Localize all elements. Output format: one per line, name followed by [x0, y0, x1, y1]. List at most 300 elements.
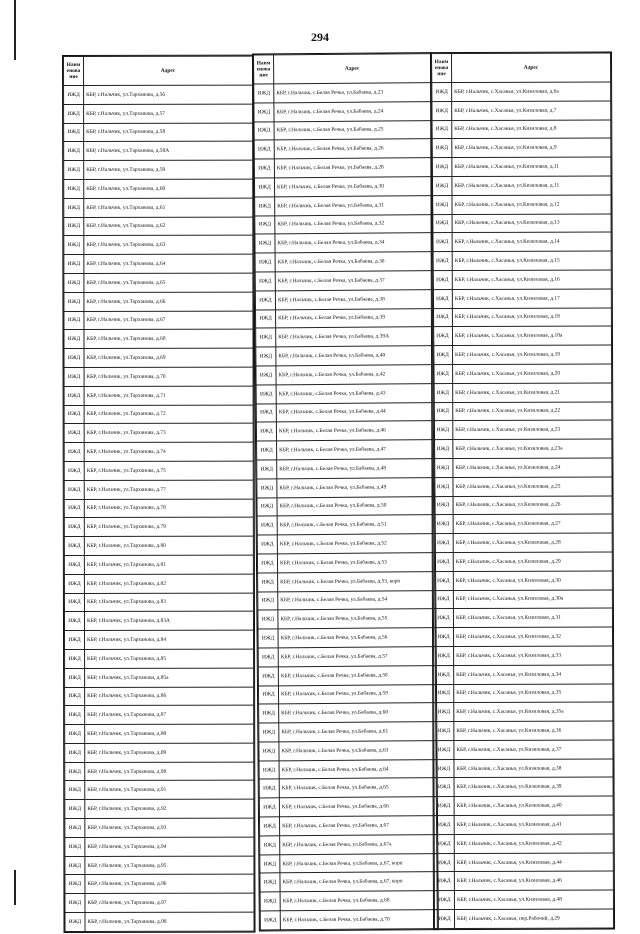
row-type: ИЖД	[433, 571, 453, 590]
row-type: ИЖД	[432, 101, 452, 120]
row-address: КБР, г.Нальчик, с.Хасанья, ул.Кизиловая, д.29	[453, 552, 612, 571]
row-address: КБР, г.Нальчик, с.Хасанья, ул.Кизиловая, д.33	[454, 646, 613, 665]
row-type: ИЖД	[256, 385, 276, 404]
row-type: ИЖД	[433, 477, 453, 496]
row-type: ИЖД	[255, 234, 275, 253]
row-type: ИЖД	[64, 161, 84, 180]
table-header	[254, 54, 431, 84]
row-type: ИЖД	[258, 591, 278, 610]
row-type: ИЖД	[433, 440, 453, 459]
row-address: КБР, г.Нальчик, с.Хасанья, ул.Кизиловая, д.28	[453, 533, 612, 552]
table-row	[432, 82, 611, 101]
row-type: ИЖД	[259, 704, 279, 723]
row-type: ИЖД	[433, 383, 453, 402]
row-type: ИЖД	[64, 593, 84, 612]
row-address: КБР, г.Нальчик, с.Хасанья, ул.Кизиловая, д.30	[453, 571, 612, 590]
table-row	[64, 236, 253, 255]
row-address: КБР, г.Нальчик, с.Белая Речка, ул.Бабаева, д.56	[278, 628, 435, 648]
row-address: КБР, г.Нальчик, ул.Тарханова, д.68	[84, 330, 253, 349]
row-address: КБР, г.Нальчик, с.Белая Речка, ул.Бабаева, д.54	[278, 590, 435, 610]
table-row	[434, 759, 613, 778]
table-row	[433, 458, 612, 477]
row-address: КБР, г.Нальчик, с.Хасанья, ул.Кизиловая, д.22	[453, 402, 612, 421]
table-row	[65, 875, 254, 894]
table-row	[258, 684, 435, 704]
table-row	[64, 217, 253, 236]
row-type: ИЖД	[257, 535, 277, 554]
row-type: ИЖД	[64, 461, 84, 480]
table-row	[64, 142, 253, 161]
scan-edge-mark	[14, 0, 16, 60]
row-address: КБР, г.Нальчик, с.Хасанья, ул.Кизиловая, д.6а	[452, 82, 611, 101]
row-type: ИЖД	[64, 405, 84, 424]
row-address: КБР, г.Нальчик, с.Белая Речка, ул.Бабаева, д.39	[276, 308, 433, 328]
row-address: КБР, г.Нальчик, с.Хасанья, ул.Кизиловая, д.27	[453, 514, 612, 533]
row-address: КБР, г.Нальчик, ул.Тарханова, д.65	[84, 273, 253, 292]
table-row	[65, 893, 254, 912]
table-body-1	[64, 85, 254, 931]
table-row	[64, 104, 253, 123]
row-type: ИЖД	[432, 83, 452, 102]
table-row	[65, 837, 254, 856]
row-address: КБР, г.Нальчик, с.Белая Речка, ул.Бабаева, д.48	[277, 459, 434, 479]
table-row	[257, 459, 434, 479]
table-row	[254, 120, 431, 140]
row-type: ИЖД	[254, 121, 274, 140]
table-row	[64, 424, 253, 443]
row-address: КБР, г.Нальчик, с.Белая Речка, ул.Бабаева, д.42	[276, 365, 433, 385]
table-row	[65, 912, 254, 931]
table-row	[65, 687, 254, 706]
row-address: КБР, г.Нальчик, ул.Тарханова, д.57	[84, 104, 253, 123]
row-address: КБР, г.Нальчик, ул.Тарханова, д.58	[84, 123, 253, 142]
row-address: КБР, г.Нальчик, ул.Тарханова, д.56	[84, 85, 253, 104]
row-type: ИЖД	[64, 612, 84, 631]
row-address: КБР, г.Нальчик, с.Белая Речка, ул.Бабаева, д.40	[276, 346, 433, 366]
table-row	[259, 759, 436, 779]
table-row	[434, 796, 613, 815]
row-address: КБР, г.Нальчик, с.Хасанья, ул.Кизиловая, д.14	[452, 232, 611, 251]
row-type: ИЖД	[257, 460, 277, 479]
table-row	[259, 722, 436, 742]
row-address: КБР, г.Нальчик, с.Белая Речка, ул.Бабаева, д.55	[278, 609, 435, 629]
row-type: ИЖД	[64, 349, 84, 368]
row-address: КБР, г.Нальчик, с.Белая Речка, ул.Бабаева, д.28	[274, 158, 431, 178]
row-address: КБР, г.Нальчик, с.Хасанья, ул.Кизиловая, д.15	[452, 251, 611, 270]
table-row	[434, 890, 613, 909]
row-type: ИЖД	[260, 911, 280, 930]
table-row	[258, 571, 435, 591]
table-row	[433, 496, 612, 515]
row-type: ИЖД	[259, 723, 279, 742]
row-address: КБР, г.Нальчик, с.Хасанья, ул.Кизиловая, д.32	[453, 627, 612, 646]
row-type: ИЖД	[64, 499, 84, 518]
row-address: КБР, г.Нальчик, ул.Тарханова, д.74	[84, 442, 253, 461]
row-address: КБР, г.Нальчик, с.Хасанья, ул.Кизиловая, д.13	[452, 214, 611, 233]
row-type: ИЖД	[434, 910, 454, 929]
table-row	[64, 611, 253, 630]
row-type: ИЖД	[433, 496, 453, 515]
row-address: КБР, г.Нальчик, ул.Тарханова, д.69	[84, 348, 253, 367]
row-address: КБР, г.Нальчик, с.Белая Речка, ул.Бабаева, д.67, корп	[280, 872, 437, 892]
row-address: КБР, г.Нальчик, с.Белая Речка, ул.Бабаева, д.39А	[276, 327, 433, 347]
row-address: КБР, г.Нальчик, с.Хасанья, ул.Кизиловая, д.48	[454, 890, 613, 909]
row-type: ИЖД	[434, 834, 454, 853]
row-address: КБР, г.Нальчик, ул.Тарханова, д.62	[84, 217, 253, 236]
table-row	[432, 101, 611, 120]
table-row	[434, 702, 613, 721]
row-address: КБР, г.Нальчик, с.Хасанья, ул.Кизиловая, д.12	[452, 195, 611, 214]
row-type: ИЖД	[65, 913, 85, 932]
row-address: КБР, г.Нальчик, с.Хасанья, ул.Кизиловая, д.9	[452, 138, 611, 157]
table-row	[64, 480, 253, 499]
table-row	[256, 327, 433, 347]
row-type: ИЖД	[254, 159, 274, 178]
table-row	[64, 405, 253, 424]
row-type: ИЖД	[433, 628, 453, 647]
row-address: КБР, г.Нальчик, ул.Тарханова, д.94	[85, 837, 254, 856]
row-address: КБР, г.Нальчик, с.Хасанья, ул.Кизиловая, д.23а	[453, 439, 612, 458]
table-row	[64, 330, 253, 349]
row-type: ИЖД	[65, 762, 85, 781]
row-type: ИЖД	[254, 103, 274, 122]
table-row	[254, 139, 431, 159]
table-row	[255, 233, 432, 253]
table-row	[432, 157, 611, 176]
table-row	[432, 308, 611, 327]
row-address: КБР, г.Нальчик, ул.Тарханова, д.87	[85, 705, 254, 724]
row-type: ИЖД	[65, 649, 85, 668]
row-address: КБР, г.Нальчик, ул.Тарханова, д.86	[85, 687, 254, 706]
row-type: ИЖД	[258, 573, 278, 592]
table-row	[257, 553, 434, 573]
row-type: ИЖД	[255, 215, 275, 234]
row-type: ИЖД	[65, 743, 85, 762]
table-row	[257, 496, 434, 516]
row-type: ИЖД	[433, 346, 453, 365]
row-type: ИЖД	[256, 422, 276, 441]
table-row	[256, 402, 433, 422]
row-address: КБР, г.Нальчик, с.Хасанья, ул.Кизиловая, д.26	[453, 496, 612, 515]
table-row	[65, 818, 254, 837]
table-row	[258, 609, 435, 629]
table-row	[64, 593, 253, 612]
table-header	[64, 56, 253, 85]
row-type: ИЖД	[258, 648, 278, 667]
table-row	[434, 815, 613, 834]
table-row	[257, 440, 434, 460]
table-row	[64, 574, 253, 593]
row-type: ИЖД	[434, 891, 454, 910]
table-row	[64, 160, 253, 179]
row-type: ИЖД	[432, 252, 452, 271]
row-type: ИЖД	[260, 854, 280, 873]
row-type: ИЖД	[433, 458, 453, 477]
row-type: ИЖД	[260, 892, 280, 911]
table-row	[64, 386, 253, 405]
table-row	[260, 872, 437, 892]
row-address: КБР, г.Нальчик, ул.Тарханова, д.92	[85, 799, 254, 818]
row-type: ИЖД	[64, 255, 84, 274]
row-address: КБР, г.Нальчик, с.Хасанья, ул.Кизиловая, д.36	[454, 721, 613, 740]
table-row	[64, 442, 253, 461]
table-row	[257, 534, 434, 554]
row-address: КБР, г.Нальчик, с.Хасанья, ул.Кизиловая, д.11	[452, 176, 611, 195]
table-row	[259, 703, 436, 723]
row-type: ИЖД	[260, 873, 280, 892]
table-row	[65, 762, 254, 781]
row-type: ИЖД	[432, 195, 452, 214]
table-row	[432, 214, 611, 233]
row-type: ИЖД	[434, 703, 454, 722]
table-row	[257, 515, 434, 535]
row-address: КБР, г.Нальчик, с.Белая Речка, ул.Бабаева, д.67а	[280, 834, 437, 854]
row-address: КБР, г.Нальчик, с.Хасанья, ул.Кизиловая, д.17	[452, 289, 611, 308]
row-type: ИЖД	[255, 272, 275, 291]
row-type: ИЖД	[64, 480, 84, 499]
table-row	[256, 421, 433, 441]
row-address: КБР, г.Нальчик, с.Белая Речка, ул.Бабаева, д.47	[277, 440, 434, 460]
table-row	[64, 254, 253, 273]
row-type: ИЖД	[64, 311, 84, 330]
row-type: ИЖД	[64, 198, 84, 217]
row-type: ИЖД	[64, 518, 84, 537]
row-address: КБР, г.Нальчик, с.Хасанья, ул.Кизиловая, д.35а	[454, 702, 613, 721]
table-row	[433, 533, 612, 552]
table-row	[64, 123, 253, 142]
header-address: Адрес	[451, 53, 610, 83]
table-row	[64, 367, 253, 386]
table-row	[64, 85, 253, 104]
row-type: ИЖД	[64, 236, 84, 255]
table-row	[259, 740, 436, 760]
table-row	[65, 799, 254, 818]
row-type: ИЖД	[64, 424, 84, 443]
row-type: ИЖД	[64, 574, 84, 593]
table-row	[65, 668, 254, 687]
table-row	[434, 665, 613, 684]
table-column-2	[252, 52, 439, 931]
table-row	[258, 628, 435, 648]
row-type: ИЖД	[259, 798, 279, 817]
row-address: КБР, г.Нальчик, ул.Тарханова, д.95	[85, 856, 254, 875]
row-type: ИЖД	[257, 479, 277, 498]
row-type: ИЖД	[258, 629, 278, 648]
row-type: ИЖД	[433, 515, 453, 534]
table-row	[255, 252, 432, 272]
row-type: ИЖД	[64, 555, 84, 574]
row-address: КБР, г.Нальчик, с.Хасанья, ул.Кизиловая, д.16	[452, 270, 611, 289]
row-address: КБР, г.Нальчик, с.Хасанья, ул.Кизиловая, д.19	[453, 345, 612, 364]
row-address: КБР, г.Нальчик, с.Хасанья, ул.Кизиловая, д.20	[453, 364, 612, 383]
row-address: КБР, г.Нальчик, с.Белая Речка, ул.Бабаева, д.59	[278, 684, 435, 704]
row-address: КБР, г.Нальчик, с.Белая Речка, ул.Бабаева, д.26	[274, 139, 431, 159]
row-type: ИЖД	[65, 856, 85, 875]
table-row	[433, 439, 612, 458]
row-type: ИЖД	[254, 84, 274, 103]
page-number: 294	[311, 30, 329, 44]
row-address: КБР, г.Нальчик, ул.Тарханова, д.98	[85, 912, 254, 931]
table-row	[434, 853, 613, 872]
row-address: КБР, г.Нальчик, ул.Тарханова, д.70	[84, 367, 253, 386]
row-address: КБР, г.Нальчик, с.Хасанья, ул.Кизиловая, д.38	[454, 759, 613, 778]
table-row	[255, 195, 432, 215]
table-row	[433, 589, 612, 608]
row-address: КБР, г.Нальчик, ул.Тарханова, д.58А	[84, 142, 253, 161]
row-address: КБР, г.Нальчик, ул.Тарханова, д.72	[84, 405, 253, 424]
table-row	[433, 608, 612, 627]
row-type: ИЖД	[64, 367, 84, 386]
row-type: ИЖД	[256, 347, 276, 366]
row-type: ИЖД	[64, 142, 84, 161]
table-row	[64, 311, 253, 330]
table-row	[434, 721, 613, 740]
row-address: КБР, г.Нальчик, ул.Тарханова, д.77	[84, 480, 253, 499]
table-row	[64, 461, 253, 480]
row-address: КБР, г.Нальчик, ул.Тарханова, д.61	[84, 198, 253, 217]
row-type: ИЖД	[434, 646, 454, 665]
table-row	[434, 683, 613, 702]
row-address: КБР, г.Нальчик, ул.Тарханова, д.93	[85, 818, 254, 837]
table-row	[64, 536, 253, 555]
row-type: ИЖД	[432, 214, 452, 233]
row-type: ИЖД	[65, 706, 85, 725]
header-type: Наим енова ние	[431, 54, 451, 83]
row-type: ИЖД	[260, 836, 280, 855]
row-address: КБР, г.Нальчик, с.Хасанья, ул.Кизиловая, д.25	[453, 477, 612, 496]
table-row	[434, 777, 613, 796]
row-address: КБР, г.Нальчик, с.Хасанья, ул.Кизиловая, д.41	[454, 815, 613, 834]
table-row	[255, 289, 432, 309]
table-row	[64, 198, 253, 217]
table-row	[256, 365, 433, 385]
header-type: Наим енова ние	[254, 55, 274, 84]
row-address: КБР, г.Нальчик, ул.Тарханова, д.88	[85, 724, 254, 743]
row-address: КБР, г.Нальчик, с.Белая Речка, ул.Бабаева, д.53, корп	[278, 571, 435, 591]
table-row	[65, 781, 254, 800]
row-type: ИЖД	[64, 85, 84, 104]
row-address: КБР, г.Нальчик, с.Хасанья, ул.Кизиловая, д.21	[453, 383, 612, 402]
table-row	[64, 555, 253, 574]
row-type: ИЖД	[434, 722, 454, 741]
table-row	[254, 101, 431, 121]
table-row	[65, 705, 254, 724]
table-row	[433, 402, 612, 421]
row-address: КБР, г.Нальчик, ул.Тарханова, д.81	[84, 555, 253, 574]
row-address: КБР, г.Нальчик, с.Хасанья, ул.Кизиловая, д.34	[454, 665, 613, 684]
row-type: ИЖД	[64, 537, 84, 556]
row-address: КБР, г.Нальчик, с.Хасанья, ул.Кизиловая, д.40	[454, 796, 613, 815]
row-address: КБР, г.Нальчик, с.Белая Речка, ул.Бабаева, д.68	[280, 891, 437, 911]
row-type: ИЖД	[64, 443, 84, 462]
row-type: ИЖД	[259, 779, 279, 798]
table-row	[434, 646, 613, 665]
table-row	[64, 179, 253, 198]
table-row	[255, 271, 432, 291]
row-address: КБР, г.Нальчик, ул.Тарханова, д.79	[84, 517, 253, 536]
row-type: ИЖД	[64, 386, 84, 405]
table-row	[434, 834, 613, 853]
row-address: КБР, г.Нальчик, с.Хасанья, ул.Кизиловая, д.7	[452, 101, 611, 120]
table-header	[431, 53, 610, 83]
table-row	[433, 477, 612, 496]
row-type: ИЖД	[65, 725, 85, 744]
row-address: КБР, г.Нальчик, с.Хасанья, ул.Кизиловая, д.31	[453, 608, 612, 627]
table-row	[433, 571, 612, 590]
table-row	[433, 514, 612, 533]
table-row	[434, 871, 613, 890]
row-address: КБР, г.Нальчик, ул.Тарханова, д.84	[85, 630, 254, 649]
row-address: КБР, г.Нальчик, с.Хасанья, ул.Кизиловая, д.39	[454, 777, 613, 796]
table-row	[260, 891, 437, 911]
row-address: КБР, г.Нальчик, с.Белая Речка, ул.Бабаева, д.25	[274, 120, 431, 140]
row-type: ИЖД	[434, 759, 454, 778]
row-address: КБР, г.Нальчик, ул.Тарханова, д.75	[84, 461, 253, 480]
row-type: ИЖД	[259, 742, 279, 761]
row-type: ИЖД	[433, 402, 453, 421]
table-row	[433, 552, 612, 571]
row-type: ИЖД	[433, 421, 453, 440]
row-address: КБР, г.Нальчик, с.Белая Речка, ул.Бабаева, д.61	[279, 722, 436, 742]
table-row	[259, 778, 436, 798]
table-row	[64, 499, 253, 518]
row-address: КБР, г.Нальчик, с.Белая Речка, ул.Бабаева, д.46	[276, 421, 433, 441]
row-address: КБР, г.Нальчик, с.Белая Речка, ул.Бабаева, д.37	[275, 271, 432, 291]
row-type: ИЖД	[65, 668, 85, 687]
row-type: ИЖД	[64, 292, 84, 311]
table-row	[434, 740, 613, 759]
row-address: КБР, г.Нальчик, ул.Тарханова, д.90	[85, 762, 254, 781]
table-row	[259, 816, 436, 836]
row-type: ИЖД	[432, 158, 452, 177]
row-type: ИЖД	[258, 610, 278, 629]
row-address: КБР, г.Нальчик, с.Белая Речка, ул.Бабаева, д.32	[275, 214, 432, 234]
table-row	[65, 724, 254, 743]
table-row	[256, 383, 433, 403]
row-type: ИЖД	[64, 217, 84, 236]
row-address: КБР, г.Нальчик, с.Хасанья, пер.Рабочий, д.29	[454, 909, 613, 928]
row-address: КБР, г.Нальчик, ул.Тарханова, д.63	[84, 236, 253, 255]
row-type: ИЖД	[65, 631, 85, 650]
row-address: КБР, г.Нальчик, с.Белая Речка, ул.Бабаева, д.36	[275, 252, 432, 272]
row-type: ИЖД	[257, 441, 277, 460]
row-type: ИЖД	[434, 684, 454, 703]
row-type: ИЖД	[434, 872, 454, 891]
row-type: ИЖД	[256, 366, 276, 385]
row-address: КБР, г.Нальчик, с.Хасанья, ул.Кизиловая, д.35	[454, 683, 613, 702]
row-type: ИЖД	[434, 778, 454, 797]
table-row	[432, 270, 611, 289]
row-type: ИЖД	[432, 327, 452, 346]
row-address: КБР, г.Нальчик, с.Белая Речка, ул.Бабаева, д.43	[276, 383, 433, 403]
row-type: ИЖД	[255, 253, 275, 272]
row-address: КБР, г.Нальчик, ул.Тарханова, д.73	[84, 424, 253, 443]
row-type: ИЖД	[432, 233, 452, 252]
row-address: КБР, г.Нальчик, ул.Тарханова, д.64	[84, 254, 253, 273]
header-address: Адрес	[274, 54, 431, 84]
table-row	[434, 909, 613, 928]
row-type: ИЖД	[257, 516, 277, 535]
row-address: КБР, г.Нальчик, с.Белая Речка, ул.Бабаева, д.49	[277, 477, 434, 497]
row-type: ИЖД	[256, 328, 276, 347]
table-row	[64, 348, 253, 367]
row-type: ИЖД	[433, 534, 453, 553]
table-row	[254, 158, 431, 178]
row-address: КБР, г.Нальчик, ул.Тарханова, д.85	[85, 649, 254, 668]
table-row	[432, 232, 611, 251]
row-type: ИЖД	[64, 273, 84, 292]
row-address: КБР, г.Нальчик, с.Хасанья, ул.Кизиловая, д.18	[452, 308, 611, 327]
